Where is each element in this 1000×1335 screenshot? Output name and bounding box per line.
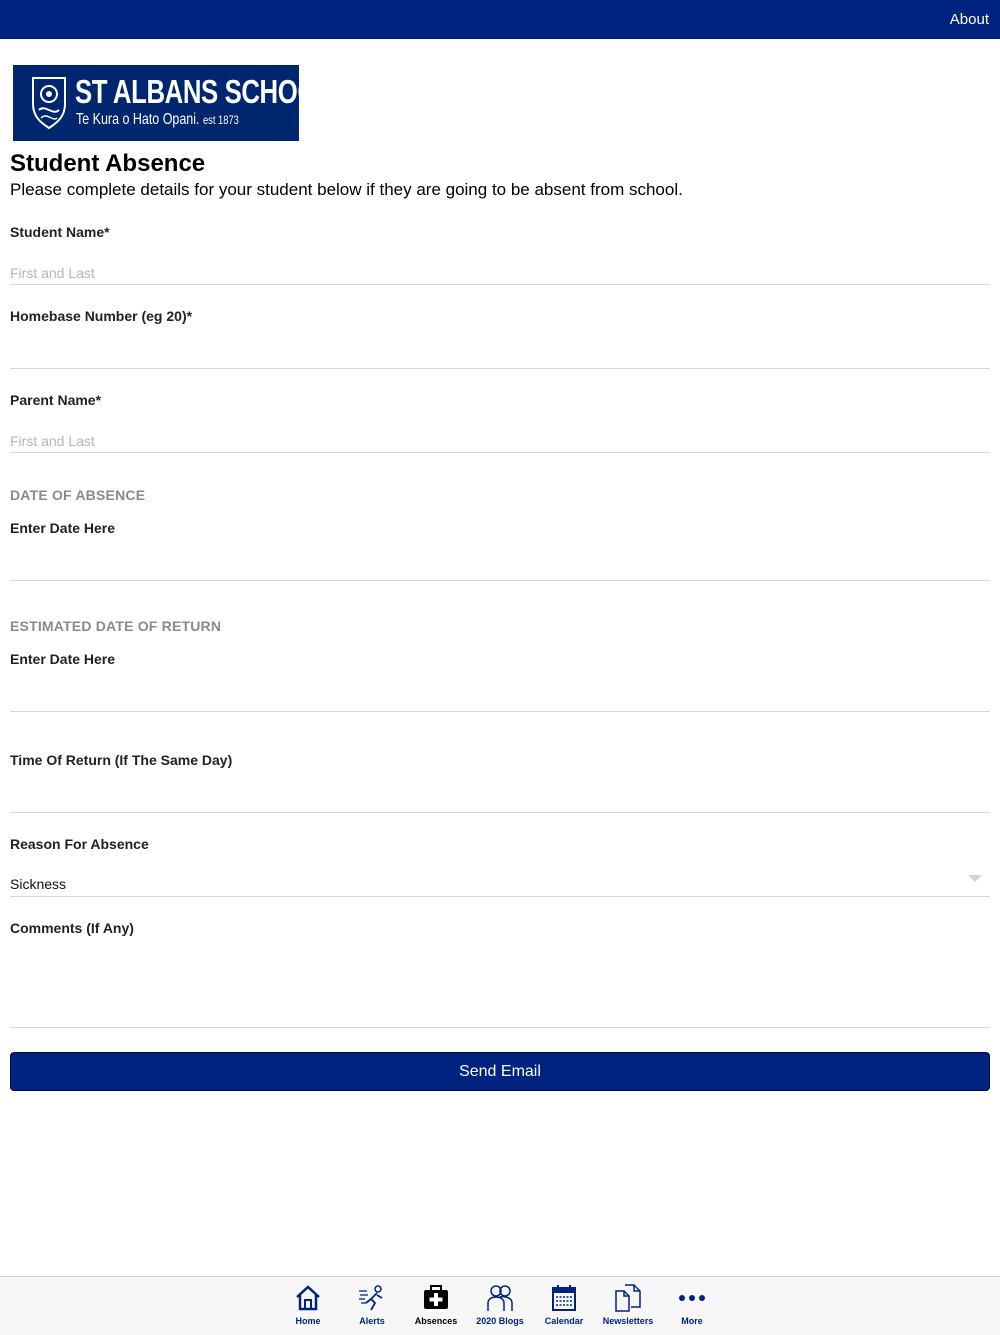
school-logo xyxy=(13,65,333,141)
home-icon xyxy=(293,1283,323,1313)
tab-absences[interactable] xyxy=(404,1283,468,1333)
tab-alerts[interactable] xyxy=(340,1283,404,1333)
documents-icon xyxy=(613,1283,643,1313)
tab-label: Alerts xyxy=(359,1316,385,1326)
people-icon xyxy=(485,1283,515,1313)
reason-select[interactable] xyxy=(10,866,990,897)
tab-newsletters[interactable] xyxy=(596,1283,660,1333)
chevron-down-icon xyxy=(968,875,982,882)
reason-selected-value: Sickness xyxy=(10,876,67,892)
top-nav-bar xyxy=(0,0,1000,39)
homebase-input[interactable] xyxy=(10,346,990,369)
established-text: est 1873 xyxy=(202,113,239,127)
time-of-return-input[interactable] xyxy=(10,780,990,813)
return-date-heading: ESTIMATED DATE OF RETURN xyxy=(10,618,222,634)
tab-label: More xyxy=(681,1316,703,1326)
school-crest-icon xyxy=(29,74,69,130)
tab-label: Absences xyxy=(414,1316,458,1326)
tab-label: Newsletters xyxy=(602,1316,654,1326)
more-icon xyxy=(677,1283,707,1313)
tab-label: Home xyxy=(295,1316,321,1326)
tab-calendar[interactable] xyxy=(532,1283,596,1333)
student-name-label: Student Name* xyxy=(10,224,110,240)
reason-label: Reason For Absence xyxy=(10,836,149,852)
comments-textarea[interactable] xyxy=(10,944,990,1028)
tab-more[interactable] xyxy=(660,1283,724,1333)
bottom-tab-bar xyxy=(0,1276,1000,1335)
return-date-input[interactable] xyxy=(10,679,990,712)
date-of-absence-heading: DATE OF ABSENCE xyxy=(10,487,146,503)
medical-kit-icon xyxy=(421,1283,451,1313)
comments-label: Comments (If Any) xyxy=(10,920,134,936)
send-email-button[interactable]: Send Email xyxy=(10,1052,990,1091)
school-name: ST ALBANS SCHOOL xyxy=(75,73,333,110)
tab-home[interactable] xyxy=(276,1283,340,1333)
tab-label: Calendar xyxy=(544,1316,584,1326)
student-name-input[interactable] xyxy=(10,262,990,285)
homebase-label: Homebase Number (eg 20)* xyxy=(10,308,193,324)
tab-label: 2020 Blogs xyxy=(476,1316,524,1326)
tab-blogs[interactable] xyxy=(468,1283,532,1333)
about-link[interactable]: About xyxy=(949,11,989,28)
alerts-icon xyxy=(357,1283,387,1313)
school-tagline xyxy=(76,111,239,129)
page-intro: Please complete details for your student below if they are going to be absent from school. xyxy=(10,180,683,199)
tagline-text: Te Kura o Hato Opani. xyxy=(76,111,200,128)
date-of-absence-label: Enter Date Here xyxy=(10,520,116,536)
parent-name-input[interactable] xyxy=(10,430,990,453)
date-of-absence-input[interactable] xyxy=(10,548,990,581)
parent-name-label: Parent Name* xyxy=(10,392,102,408)
time-of-return-label: Time Of Return (If The Same Day) xyxy=(10,752,233,768)
page-title: Student Absence xyxy=(10,150,206,177)
return-date-label: Enter Date Here xyxy=(10,651,116,667)
calendar-icon xyxy=(549,1283,579,1313)
